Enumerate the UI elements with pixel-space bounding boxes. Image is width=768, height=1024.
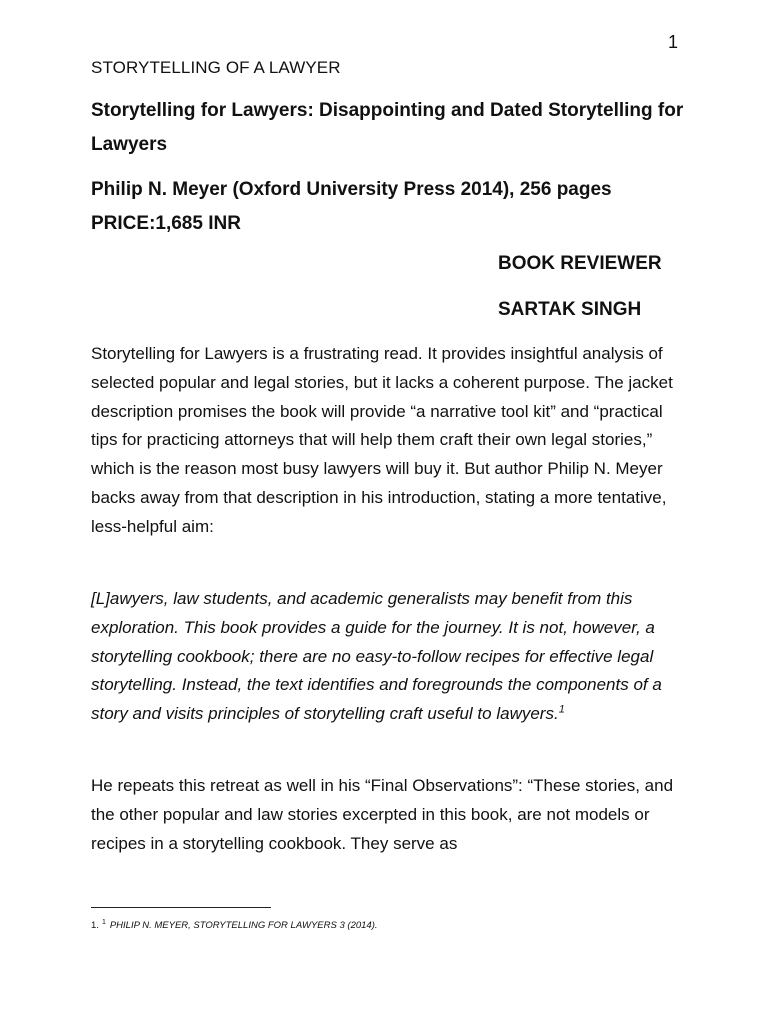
footnote-marker: 1	[101, 919, 106, 926]
body-paragraph-1: Storytelling for Lawyers is a frustrating read. It provides insightful analysis of selected popular and legal stories, but it lacks a coherent purpose. The jacket description promises the book will provide “a narrative tool kit” and “practical tips for practicing attorneys that will help them craft their own legal stories,” which is the reason most busy lawyers will buy it. But author Philip N. Meyer backs away from that description in his introduction, stating a more tentative, less-helpful aim:	[91, 344, 673, 536]
review-title: Storytelling for Lawyers: Disappointing and Dated Storytelling for Lawyers	[91, 100, 684, 155]
publication-info	[91, 173, 711, 241]
book-price: PRICE:1,685 INR	[91, 213, 241, 234]
publication-details: Philip N. Meyer (Oxford University Press 2014), 256 pages	[91, 179, 612, 200]
body-paragraph-2: He repeats this retreat as well in his “Final Observations”: “These stories, and the other popular and law stories excerpted in this book, are not models or recipes in a storytelling cookbook. They serve as	[91, 776, 674, 853]
page-number: 1	[667, 32, 678, 52]
block-quote	[91, 585, 691, 729]
reviewer-label: BOOK REVIEWER	[498, 253, 662, 274]
footnote-text: PHILIP N. MEYER, STORYTELLING FOR LAWYERS 3 (2014).	[109, 920, 378, 932]
block-quote-text: [L]awyers, law students, and academic generalists may benefit from this exploration. This book provides a guide for the journey. It is not, however, a storytelling cookbook; there are no easy-to-follow recipes for effective legal storytelling. Instead, the text identifies and foregrounds the components of a story and visits principles of storytelling craft useful to lawyers.	[91, 589, 662, 724]
footnote-reference[interactable]: 1	[558, 703, 565, 716]
footnote-separator	[91, 907, 271, 908]
footnote	[91, 916, 378, 933]
footnote-number: 1.	[91, 920, 99, 932]
reviewer-name: SARTAK SINGH	[498, 299, 642, 320]
running-head: STORYTELLING OF A LAWYER	[91, 58, 341, 77]
